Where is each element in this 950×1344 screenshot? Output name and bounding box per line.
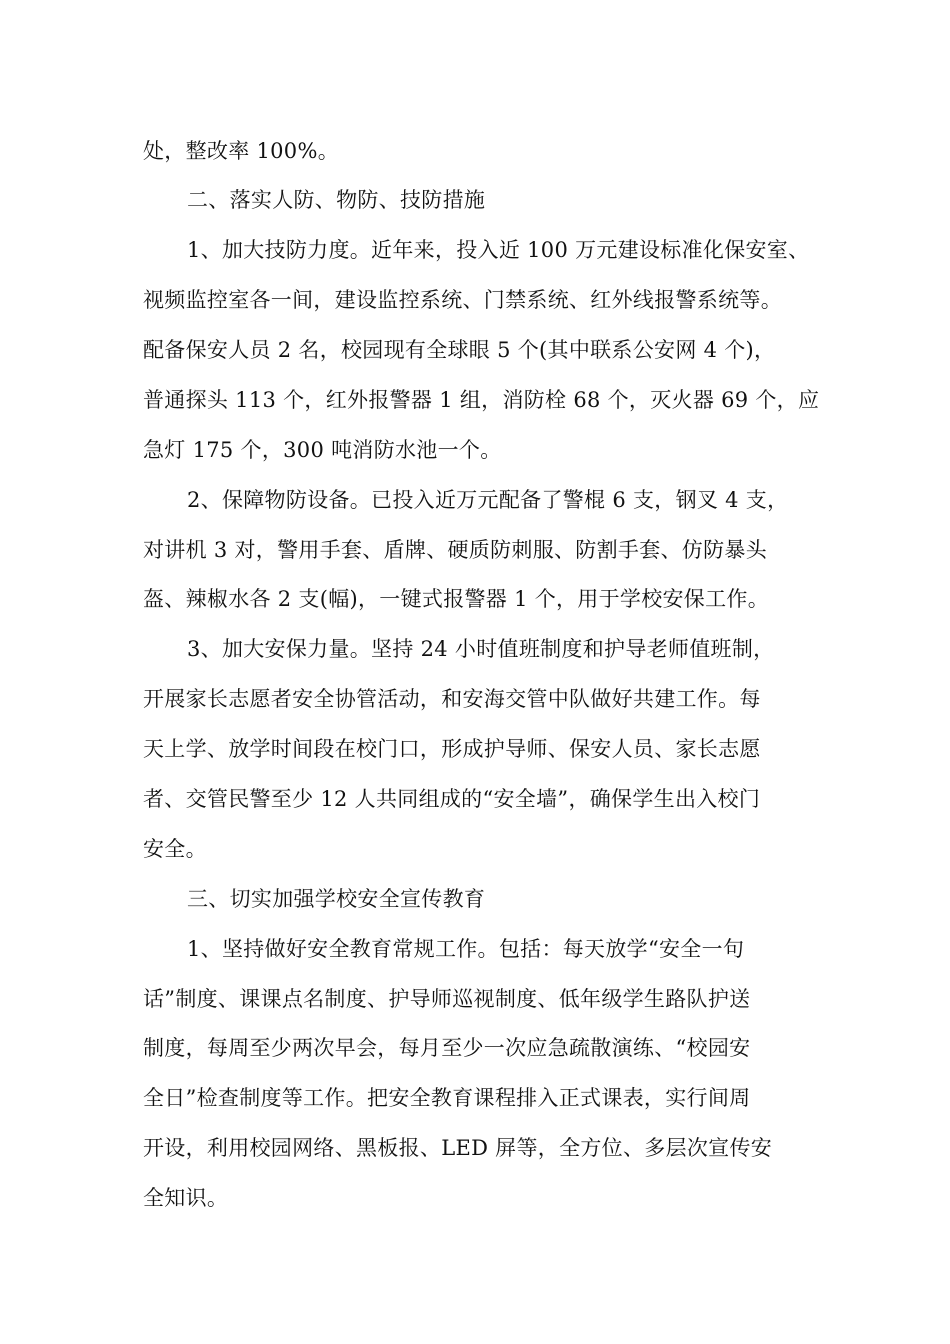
paragraph-line: 全知识。 (143, 1186, 229, 1210)
paragraph-line: 3、加大安保力量。坚持 24 小时值班制度和护导老师值班制， (187, 637, 775, 661)
paragraph-line: 对讲机 3 对，警用手套、盾牌、硬质防刺服、防割手套、仿防暴头 (143, 538, 768, 562)
paragraph-line: 全日”检查制度等工作。把安全教育课程排入正式课表，实行间周 (143, 1086, 751, 1110)
paragraph-line: 处，整改率 100%。 (143, 139, 340, 163)
paragraph-line: 安全。 (143, 837, 207, 861)
paragraph-line: 者、交管民警至少 12 人共同组成的“安全墙”，确保学生出入校门 (143, 787, 761, 811)
paragraph-line: 配备保安人员 2 名，校园现有全球眼 5 个(其中联系公安网 4 个)， (143, 338, 776, 362)
paragraph-line: 1、加大技防力度。近年来，投入近 100 万元建设标准化保安室、 (187, 238, 810, 262)
paragraph-line: 天上学、放学时间段在校门口，形成护导师、保安人员、家长志愿 (143, 737, 761, 761)
paragraph-line: 制度，每周至少两次早会，每月至少一次应急疏散演练、“校园安 (143, 1036, 751, 1060)
paragraph-line: 视频监控室各一间，建设监控系统、门禁系统、红外线报警系统等。 (143, 288, 782, 312)
paragraph-line: 急灯 175 个，300 吨消防水池一个。 (143, 438, 502, 462)
paragraph-line: 开设，利用校园网络、黑板报、LED 屏等，全方位、多层次宣传安 (143, 1136, 773, 1160)
paragraph-line: 普通探头 113 个，红外报警器 1 组，消防栓 68 个，灭火器 69 个，应 (143, 388, 820, 412)
paragraph-line: 开展家长志愿者安全协管活动，和安海交管中队做好共建工作。每 (143, 687, 761, 711)
paragraph-line: 2、保障物防设备。已投入近万元配备了警棍 6 支，钢叉 4 支， (187, 488, 789, 512)
paragraph-line: 盔、辣椒水各 2 支(幅)，一键式报警器 1 个，用于学校安保工作。 (143, 587, 770, 611)
paragraph-line: 话”制度、课课点名制度、护导师巡视制度、低年级学生路队护送 (143, 987, 751, 1011)
section-heading: 二、落实人防、物防、技防措施 (187, 188, 486, 212)
paragraph-line: 1、坚持做好安全教育常规工作。包括：每天放学“安全一句 (187, 937, 745, 961)
section-heading: 三、切实加强学校安全宣传教育 (187, 887, 486, 911)
